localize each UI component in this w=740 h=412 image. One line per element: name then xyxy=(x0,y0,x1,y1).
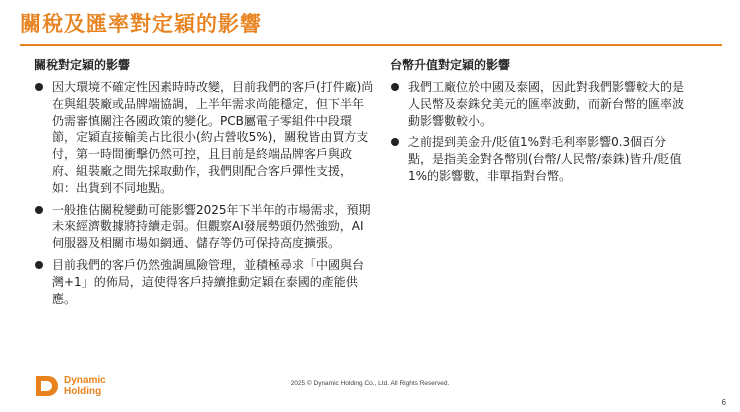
bullet-icon xyxy=(35,206,43,214)
bullet-text: 一般推估關稅變動可能影響2025年下半年的市場需求，預期未來經濟數據將持續走弱。但觀察AI發展勢頭仍然強勁，AI伺服器及相關市場如網通、儲存等仍可保持高度擴張。 xyxy=(52,202,371,251)
logo-text-line1: Dynamic xyxy=(64,375,106,386)
bullet-icon xyxy=(391,138,399,146)
left-column xyxy=(34,56,374,312)
slide-title: 關稅及匯率對定穎的影響 xyxy=(20,12,262,36)
bullet-icon xyxy=(35,83,43,91)
bullet-text: 目前我們的客戶仍然強調風險管理，並積極尋求「中國與台灣+1」的佈局，這使得客戶持續推動定穎在泰國的產能供應。 xyxy=(52,257,365,306)
list-item xyxy=(34,257,374,307)
right-column xyxy=(390,56,690,190)
title-divider xyxy=(20,44,722,46)
bullet-text: 之前提到美金升/貶值1%對毛利率影響0.3個百分點，是指美金對各幣別(台幣/人民幣/泰銖)皆升/貶值1%的影響數，非單指對台幣。 xyxy=(408,135,682,183)
logo-text-line2: Holding xyxy=(64,386,102,397)
left-heading: 關稅對定穎的影響 xyxy=(34,58,131,72)
list-item xyxy=(390,79,690,129)
page-number: 6 xyxy=(721,398,726,407)
right-heading: 台幣升值對定穎的影響 xyxy=(390,58,511,72)
bullet-text: 我們工廠位於中國及泰國，因此對我們影響較大的是人民幣及泰銖兌美元的匯率波動，而新台幣的匯率波動影響數較小。 xyxy=(408,80,685,128)
copyright-footer: 2025 © Dynamic Holding Co., Ltd. All Rights Reserved. xyxy=(290,380,450,387)
list-item xyxy=(34,202,374,252)
list-item xyxy=(390,134,690,184)
left-bullet-list xyxy=(34,79,374,307)
bullet-icon xyxy=(35,261,43,269)
list-item xyxy=(34,79,374,197)
right-bullet-list xyxy=(390,79,690,185)
bullet-icon xyxy=(391,83,399,91)
bullet-text: 因大環境不確定性因素時時改變，目前我們的客戶(打件廠)尚在與組裝廠或品牌端協調，上半年需求尚能穩定，但下半年仍需審慎關注各國政策的變化。PCB屬電子零組件中段環節，定穎直接輸美占比很小(約占營收5%)，關稅皆由買方支付，第一時間衝擊仍然可控，且目前是終端品牌客戶與政府、組裝廠之間先採取動作，我們則配合客戶彈性支援，如：出貨到不同地點。 xyxy=(52,80,374,195)
